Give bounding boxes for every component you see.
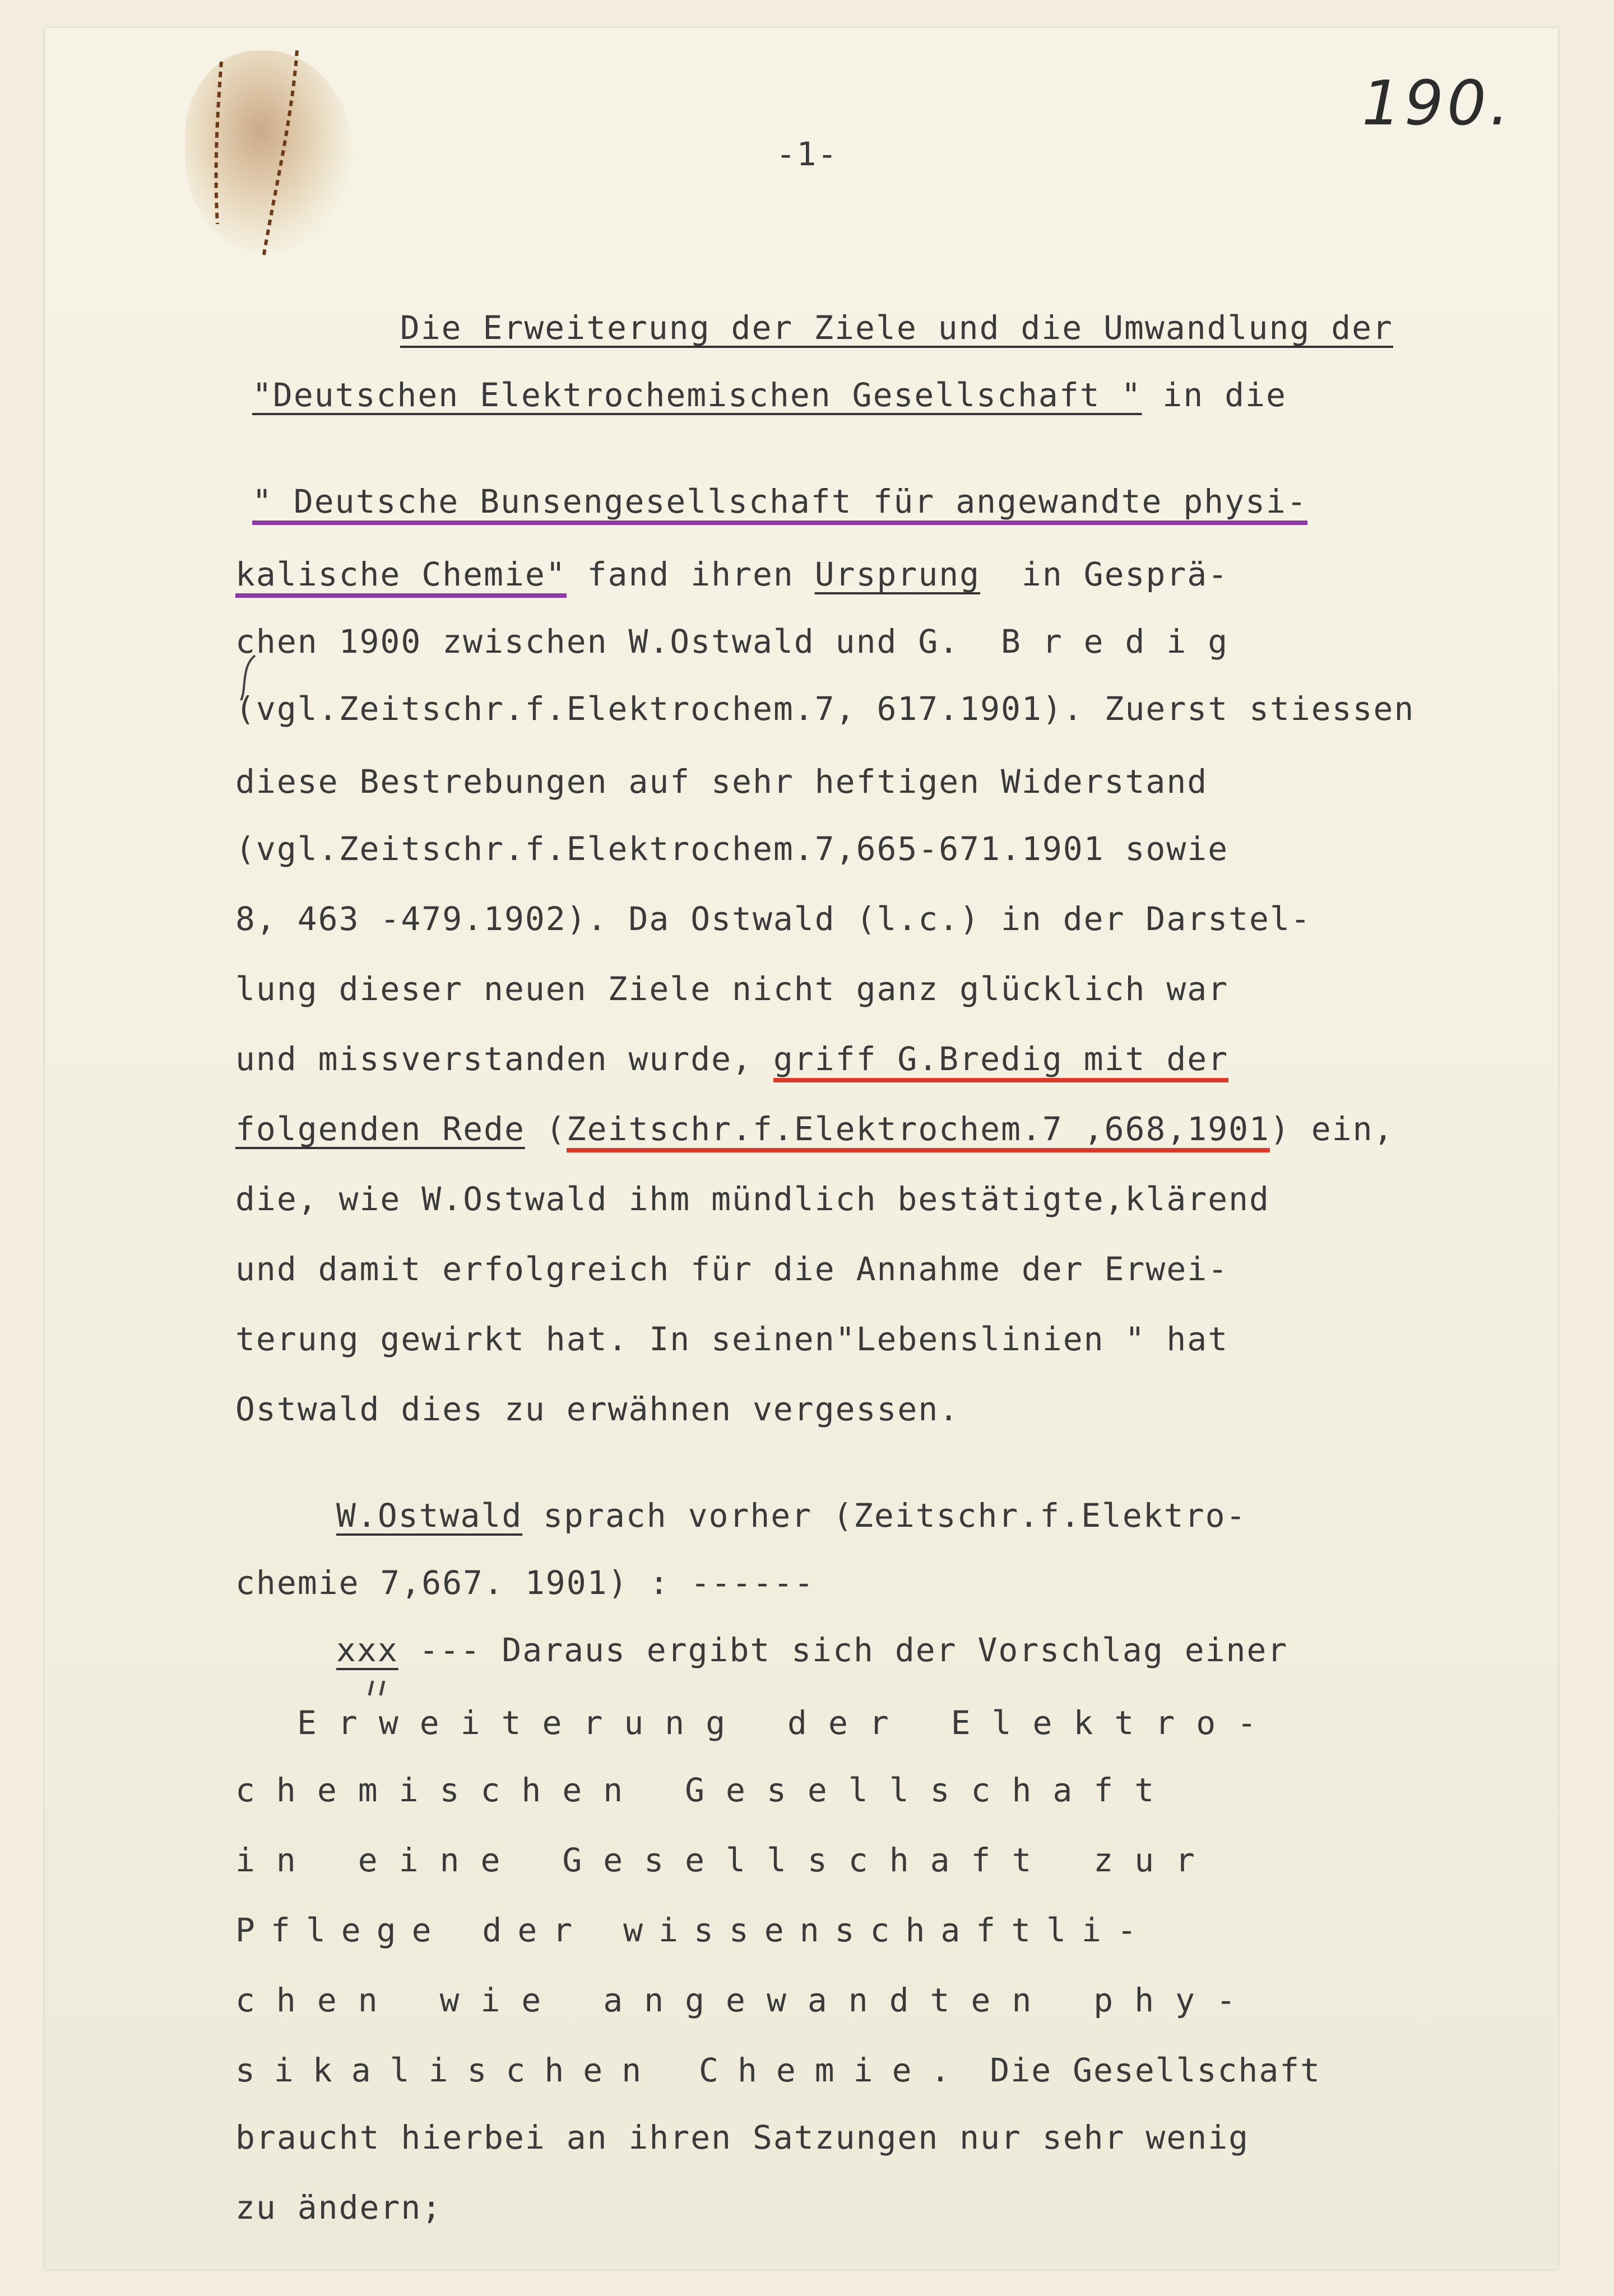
body-line-25 <box>235 2051 1321 2090</box>
text-open-paren: ( <box>525 1110 567 1148</box>
quote-line-21: chemischen Gesellschaft <box>235 1771 1176 1809</box>
text-w-ostwald: W.Ostwald <box>336 1496 523 1535</box>
body-line-5: chen 1900 zwischen W.Ostwald und G. B r e d i g <box>235 622 1229 661</box>
body-line-12 <box>235 1109 1394 1149</box>
typed-page-number: -1- <box>776 135 838 173</box>
title-line-1 <box>359 269 1393 347</box>
quote-mark <box>369 1681 384 1695</box>
body-line-11 <box>235 1039 1228 1079</box>
text-in-gespra: in Gesprä- <box>980 555 1229 593</box>
body-line-4 <box>235 555 1228 594</box>
citation-red: Zeitschr.f.Elektrochem.7 ,668,1901 <box>567 1110 1270 1152</box>
body-line-17 <box>336 1496 1246 1535</box>
text-daraus: --- Daraus ergibt sich der Vorschlag einer <box>419 1631 1288 1669</box>
body-line-26: braucht hierbei an ihren Satzungen nur sehr wenig <box>235 2118 1250 2156</box>
text-sprach-vorher: sprach vorher (Zeitschr.f.Elektro- <box>522 1496 1247 1535</box>
title-text-1: Die Erweiterung der Ziele und die Umwandlung der <box>400 309 1393 347</box>
quote-line-24: chen wie angewandten phy- <box>235 1981 1257 2019</box>
handwritten-page-number: 190. <box>1362 67 1513 139</box>
title-line-2 <box>252 375 1287 415</box>
body-line-15: terung gewirkt hat. In seinen"Lebenslinien " hat <box>235 1320 1229 1358</box>
text-sikalischen-chemie: sikalischen Chemie. <box>235 2051 970 2089</box>
text-die-gesellschaft: Die Gesellschaft <box>969 2051 1321 2089</box>
society-name-new-cont: kalische Chemie" <box>235 555 567 598</box>
quote-line-22: in eine Gesellschaft zur <box>235 1841 1217 1879</box>
body-line-8: (vgl.Zeitschr.f.Elektrochem.7,665-671.1901 sowie <box>235 830 1229 868</box>
struck-mark: xxx <box>336 1631 398 1669</box>
society-name-old: "Deutschen Elektrochemischen Gesellschaft " <box>252 376 1142 414</box>
body-line-10: lung dieser neuen Ziele nicht ganz glücklich war <box>235 970 1229 1008</box>
text-fand-ihren: fand ihren <box>566 555 815 593</box>
text-ein: ) ein, <box>1269 1110 1394 1148</box>
body-line-27: zu ändern; <box>235 2188 443 2227</box>
text-griff-bredig: griff G.Bredig mit der <box>773 1040 1228 1082</box>
title-text-2b: in die <box>1142 376 1287 414</box>
body-line-19 <box>336 1630 1288 1670</box>
body-line-9: 8, 463 -479.1902). Da Ostwald (l.c.) in der Darstel- <box>235 900 1311 938</box>
text-missverstanden: und missverstanden wurde, <box>235 1040 773 1078</box>
quote-line-23: Pflege der wissenschaftli- <box>235 1911 1152 1949</box>
body-line-6: (vgl.Zeitschr.f.Elektrochem.7, 617.1901). Zuerst stiessen <box>235 690 1415 728</box>
body-line-16: Ostwald dies zu erwähnen vergessen. <box>235 1390 960 1428</box>
society-name-new: " Deutsche Bunsengesellschaft für angewandte physi- <box>252 482 1307 525</box>
body-line-14: und damit erfolgreich für die Annahme der Erwei- <box>235 1250 1229 1288</box>
body-line-7: diese Bestrebungen auf sehr heftigen Widerstand <box>235 763 1208 801</box>
body-line-13: die, wie W.Ostwald ihm mündlich bestätigte,klärend <box>235 1180 1270 1218</box>
text-folgenden-rede: folgenden Rede <box>235 1110 525 1148</box>
title-line-3 <box>252 482 1307 521</box>
word-ursprung: Ursprung <box>814 555 981 593</box>
quote-line-20: Erweiterung der Elektro- <box>297 1704 1278 1742</box>
body-line-18: chemie 7,667. 1901) : ------ <box>235 1564 815 1602</box>
